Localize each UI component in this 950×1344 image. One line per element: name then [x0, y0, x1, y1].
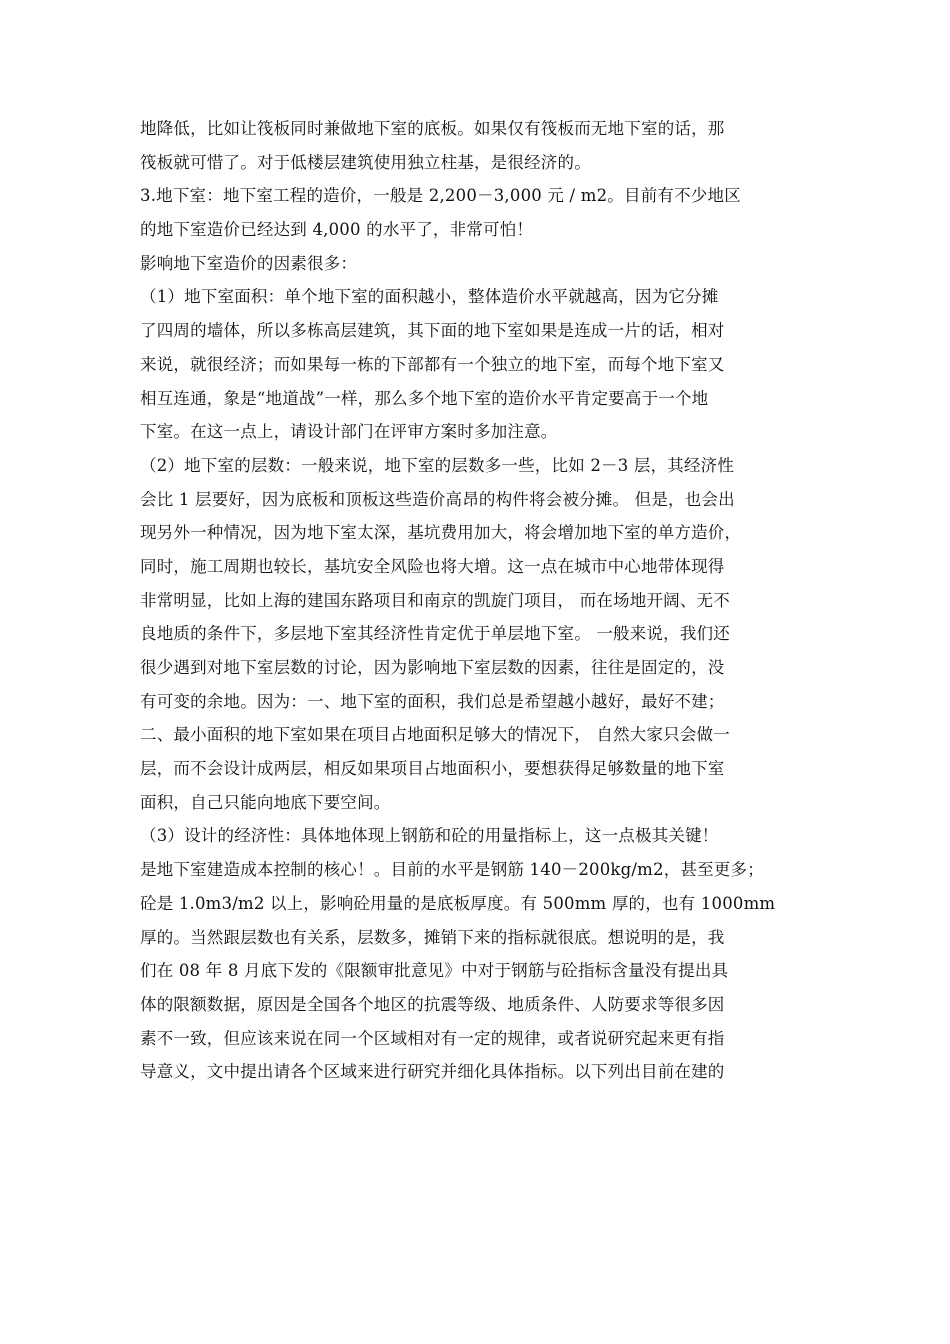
text-line: 很少遇到对地下室层数的讨论，因为影响地下室层数的因素，往往是固定的，没 — [140, 658, 725, 677]
text-line: （2）地下室的层数：一般来说，地下室的层数多一些，比如 2－3 层，其经济性 — [140, 455, 735, 475]
text-line: 3.地下室：地下室工程的造价，一般是 2,200－3,000 元 / m2。目前有不少地区 — [140, 186, 741, 206]
text-line: 同时，施工周期也较长，基坑安全风险也将大增。这一点在城市中心地带体现得 — [140, 556, 725, 576]
text-line: 来说，就很经济；而如果每一栋的下部都有一个独立的地下室，而每个地下室又 — [140, 354, 725, 374]
text-line: 是地下室建造成本控制的核心！。目前的水平是钢筋 140－200kg/m2，甚至更多； — [140, 860, 764, 880]
text-line: 地降低，比如让筏板同时兼做地下室的底板。如果仅有筏板而无地下室的话，那 — [140, 119, 725, 138]
text-line: 的地下室造价已经达到 4,000 的水平了，非常可怕！ — [140, 220, 534, 240]
text-line: 良地质的条件下，多层地下室其经济性肯定优于单层地下室。 一般来说，我们还 — [140, 624, 730, 644]
text-line: 了四周的墙体，所以多栋高层建筑，其下面的地下室如果是连成一片的话，相对 — [140, 321, 725, 341]
text-line: 厚的。当然跟层数也有关系，层数多，摊销下来的指标就很底。想说明的是，我 — [140, 927, 725, 947]
text-line: 筏板就可惜了。对于低楼层建筑使用独立柱基，是很经济的。 — [140, 152, 591, 172]
text-line: 们在 08 年 8 月底下发的《限额审批意见》中对于钢筋与砼指标含量没有提出具 — [140, 961, 729, 981]
text-line: 相互连通，象是“地道战”一样，那么多个地下室的造价水平肯定要高于一个地 — [140, 388, 709, 408]
text-line: 非常明显，比如上海的建国东路项目和南京的凯旋门项目， 而在场地开阔、无不 — [140, 590, 730, 610]
text-line: 下室。在这一点上，请设计部门在评审方案时多加注意。 — [140, 422, 558, 442]
text-line: 现另外一种情况，因为地下室太深，基坑费用加大，将会增加地下室的单方造价， — [140, 523, 742, 543]
text-line: （3）设计的经济性：具体地体现上钢筋和砼的用量指标上，这一点极其关键！ — [140, 826, 719, 846]
text-line: 导意义，文中提出请各个区域来进行研究并细化具体指标。以下列出目前在建的 — [140, 1062, 725, 1082]
text-line: 层，而不会设计成两层，相反如果项目占地面积小，要想获得足够数量的地下室 — [140, 759, 725, 779]
text-line: 有可变的余地。因为：一、地下室的面积，我们总是希望越小越好，最好不建； — [140, 691, 725, 711]
text-line: 影响地下室造价的因素很多： — [140, 253, 358, 273]
text-line: 体的限额数据，原因是全国各个地区的抗震等级、地质条件、人防要求等很多因 — [140, 994, 725, 1014]
text-line: 素不一致，但应该来说在同一个区域相对有一定的规律，或者说研究起来更有指 — [140, 1028, 725, 1048]
text-line: 二、最小面积的地下室如果在项目占地面积足够大的情况下， 自然大家只会做一 — [140, 725, 730, 745]
text-line: 会比 1 层要好，因为底板和顶板这些造价高昂的构件将会被分摊。 但是，也会出 — [140, 489, 735, 509]
document-body — [140, 112, 810, 1089]
text-line: 面积，自己只能向地底下要空间。 — [140, 792, 391, 812]
text-line: （1）地下室面积：单个地下室的面积越小，整体造价水平就越高，因为它分摊 — [140, 287, 719, 307]
text-line: 砼是 1.0m3/m2 以上，影响砼用量的是底板厚度。有 500mm 厚的，也有 1000mm — [140, 893, 776, 913]
